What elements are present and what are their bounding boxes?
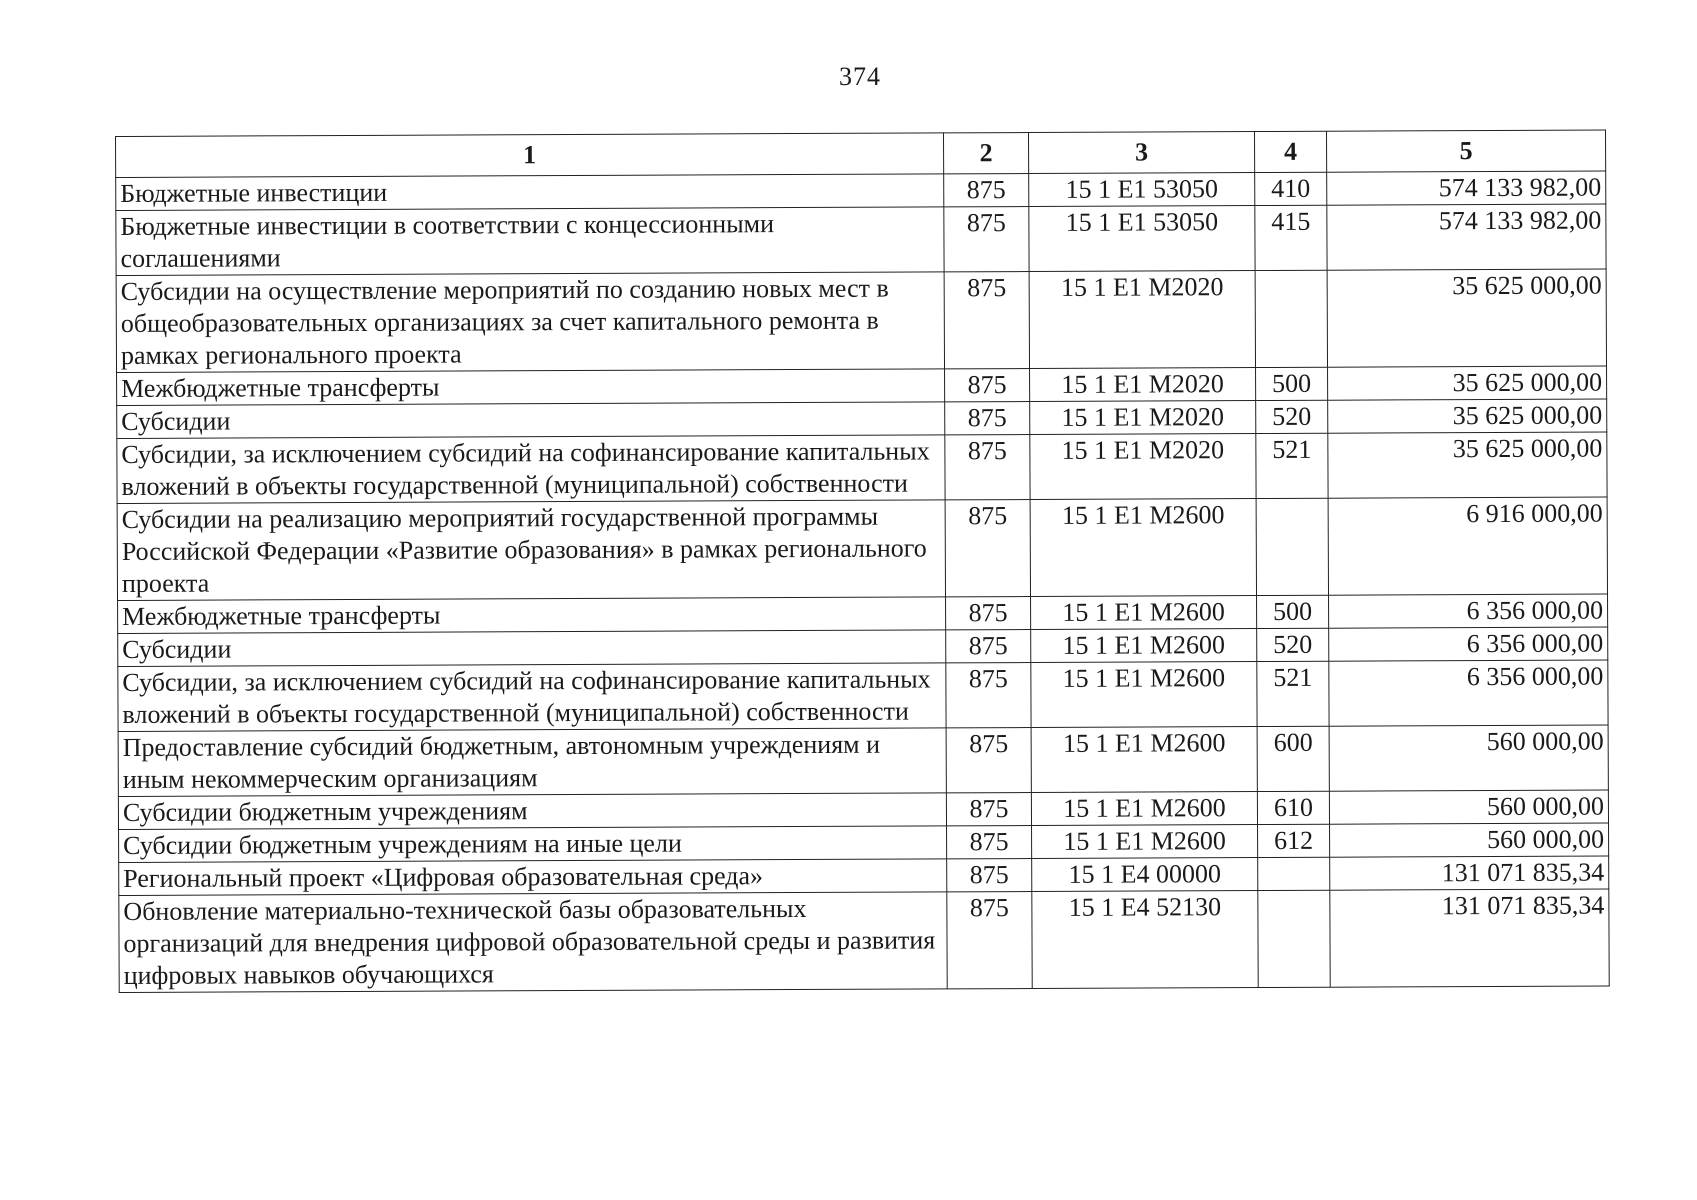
cell-expense-type: 521 bbox=[1256, 433, 1328, 498]
cell-target-code: 15 1 E1 53050 bbox=[1029, 206, 1255, 272]
cell-target-code: 15 1 E4 00000 bbox=[1032, 858, 1258, 892]
cell-ministry-code: 875 bbox=[945, 500, 1030, 597]
cell-ministry-code: 875 bbox=[944, 272, 1029, 369]
table-row bbox=[118, 660, 1608, 732]
header-col-1: 1 bbox=[116, 133, 944, 178]
cell-amount: 131 071 835,34 bbox=[1330, 856, 1609, 890]
cell-name: Субсидии на реализацию мероприятий государственной программы Российской Федерации «Развитие образования» в рамках регионального проекта bbox=[117, 500, 945, 601]
cell-amount: 35 625 000,00 bbox=[1327, 269, 1606, 367]
cell-ministry-code: 875 bbox=[946, 793, 1031, 826]
cell-target-code: 15 1 E1 M2600 bbox=[1031, 662, 1257, 728]
cell-expense-type: 415 bbox=[1255, 205, 1327, 270]
cell-ministry-code: 875 bbox=[945, 435, 1030, 500]
table-row bbox=[116, 204, 1606, 276]
budget-table bbox=[115, 129, 1610, 992]
cell-amount: 574 133 982,00 bbox=[1327, 204, 1606, 270]
header-col-4: 4 bbox=[1254, 131, 1326, 172]
cell-expense-type: 521 bbox=[1257, 661, 1329, 726]
cell-name: Субсидии на осуществление мероприятий по созданию новых мест в общеобразовательных организациях за счет капитального ремонта в рамках регионального проекта bbox=[116, 272, 944, 373]
cell-name: Субсидии, за исключением субсидий на софинансирование капитальных вложений в объекты государственной (муниципальной) собственности bbox=[118, 663, 946, 732]
cell-target-code: 15 1 E1 M2600 bbox=[1031, 792, 1257, 826]
cell-target-code: 15 1 E1 M2020 bbox=[1030, 368, 1256, 402]
cell-expense-type bbox=[1256, 498, 1328, 595]
table-row bbox=[116, 269, 1606, 373]
cell-target-code: 15 1 E1 M2600 bbox=[1031, 596, 1257, 630]
cell-target-code: 15 1 E1 M2600 bbox=[1032, 825, 1258, 859]
cell-name: Обновление материально-технической базы образовательных организаций для внедрения цифровой образовательной среды и развития цифровых навыков обучающихся bbox=[119, 892, 947, 993]
cell-expense-type: 600 bbox=[1257, 726, 1329, 791]
cell-ministry-code: 875 bbox=[944, 174, 1029, 207]
cell-name: Субсидии, за исключением субсидий на софинансирование капитальных вложений в объекты государственной (муниципальной) собственности bbox=[117, 435, 945, 504]
cell-target-code: 15 1 E1 M2600 bbox=[1031, 629, 1257, 663]
cell-amount: 560 000,00 bbox=[1329, 725, 1608, 791]
cell-ministry-code: 875 bbox=[946, 630, 1031, 663]
cell-ministry-code: 875 bbox=[946, 663, 1031, 728]
page-number: 374 bbox=[839, 62, 881, 91]
cell-amount: 35 625 000,00 bbox=[1328, 366, 1607, 400]
cell-target-code: 15 1 E4 52130 bbox=[1032, 891, 1258, 989]
header-col-3: 3 bbox=[1028, 132, 1254, 174]
cell-expense-type: 610 bbox=[1257, 791, 1329, 824]
cell-target-code: 15 1 E1 M2020 bbox=[1030, 434, 1256, 500]
cell-expense-type: 500 bbox=[1257, 595, 1329, 628]
table-row bbox=[117, 432, 1607, 504]
cell-name: Субсидии бюджетным учреждениям на иные цели bbox=[119, 826, 947, 863]
cell-expense-type: 520 bbox=[1256, 400, 1328, 433]
cell-ministry-code: 875 bbox=[947, 892, 1032, 989]
cell-ministry-code: 875 bbox=[944, 207, 1029, 272]
header-col-5: 5 bbox=[1326, 130, 1605, 172]
cell-amount: 6 356 000,00 bbox=[1329, 594, 1608, 628]
cell-expense-type bbox=[1255, 270, 1327, 367]
cell-ministry-code: 875 bbox=[947, 826, 1032, 859]
cell-target-code: 15 1 E1 53050 bbox=[1029, 173, 1255, 207]
cell-amount: 35 625 000,00 bbox=[1328, 399, 1607, 433]
header-col-2: 2 bbox=[943, 133, 1028, 174]
cell-name: Межбюджетные трансферты bbox=[118, 597, 946, 634]
cell-expense-type: 520 bbox=[1257, 628, 1329, 661]
cell-target-code: 15 1 E1 M2600 bbox=[1030, 499, 1256, 597]
cell-amount: 560 000,00 bbox=[1329, 790, 1608, 824]
cell-name: Региональный проект «Цифровая образовательная среда» bbox=[119, 859, 947, 896]
table-row bbox=[118, 725, 1608, 797]
cell-expense-type: 410 bbox=[1255, 172, 1327, 205]
cell-name: Субсидии bbox=[117, 402, 945, 439]
cell-name: Субсидии бюджетным учреждениям bbox=[118, 793, 946, 830]
cell-expense-type: 500 bbox=[1256, 367, 1328, 400]
cell-target-code: 15 1 E1 M2020 bbox=[1029, 271, 1255, 369]
cell-ministry-code: 875 bbox=[945, 402, 1030, 435]
cell-amount: 6 356 000,00 bbox=[1329, 660, 1608, 726]
table-header bbox=[116, 130, 1606, 178]
cell-target-code: 15 1 E1 M2020 bbox=[1030, 401, 1256, 435]
cell-expense-type: 612 bbox=[1258, 824, 1330, 857]
cell-amount: 131 071 835,34 bbox=[1330, 889, 1609, 987]
cell-expense-type bbox=[1258, 890, 1330, 987]
cell-ministry-code: 875 bbox=[947, 859, 1032, 892]
cell-name: Бюджетные инвестиции bbox=[116, 174, 944, 211]
cell-expense-type bbox=[1258, 857, 1330, 890]
cell-name: Межбюджетные трансферты bbox=[117, 369, 945, 406]
cell-name: Бюджетные инвестиции в соответствии с концессионными соглашениями bbox=[116, 207, 944, 276]
cell-amount: 574 133 982,00 bbox=[1327, 171, 1606, 205]
table-row bbox=[117, 497, 1607, 601]
cell-name: Предоставление субсидий бюджетным, автономным учреждениям и иным некоммерческим организациям bbox=[118, 728, 946, 797]
cell-amount: 560 000,00 bbox=[1330, 823, 1609, 857]
table-row bbox=[119, 889, 1609, 993]
cell-amount: 6 356 000,00 bbox=[1329, 627, 1608, 661]
cell-amount: 6 916 000,00 bbox=[1328, 497, 1607, 595]
cell-ministry-code: 875 bbox=[946, 597, 1031, 630]
cell-ministry-code: 875 bbox=[946, 728, 1031, 793]
cell-amount: 35 625 000,00 bbox=[1328, 432, 1607, 498]
table-body bbox=[116, 171, 1610, 992]
cell-ministry-code: 875 bbox=[945, 369, 1030, 402]
cell-target-code: 15 1 E1 M2600 bbox=[1031, 727, 1257, 793]
header-row bbox=[116, 130, 1606, 178]
cell-name: Субсидии bbox=[118, 630, 946, 667]
